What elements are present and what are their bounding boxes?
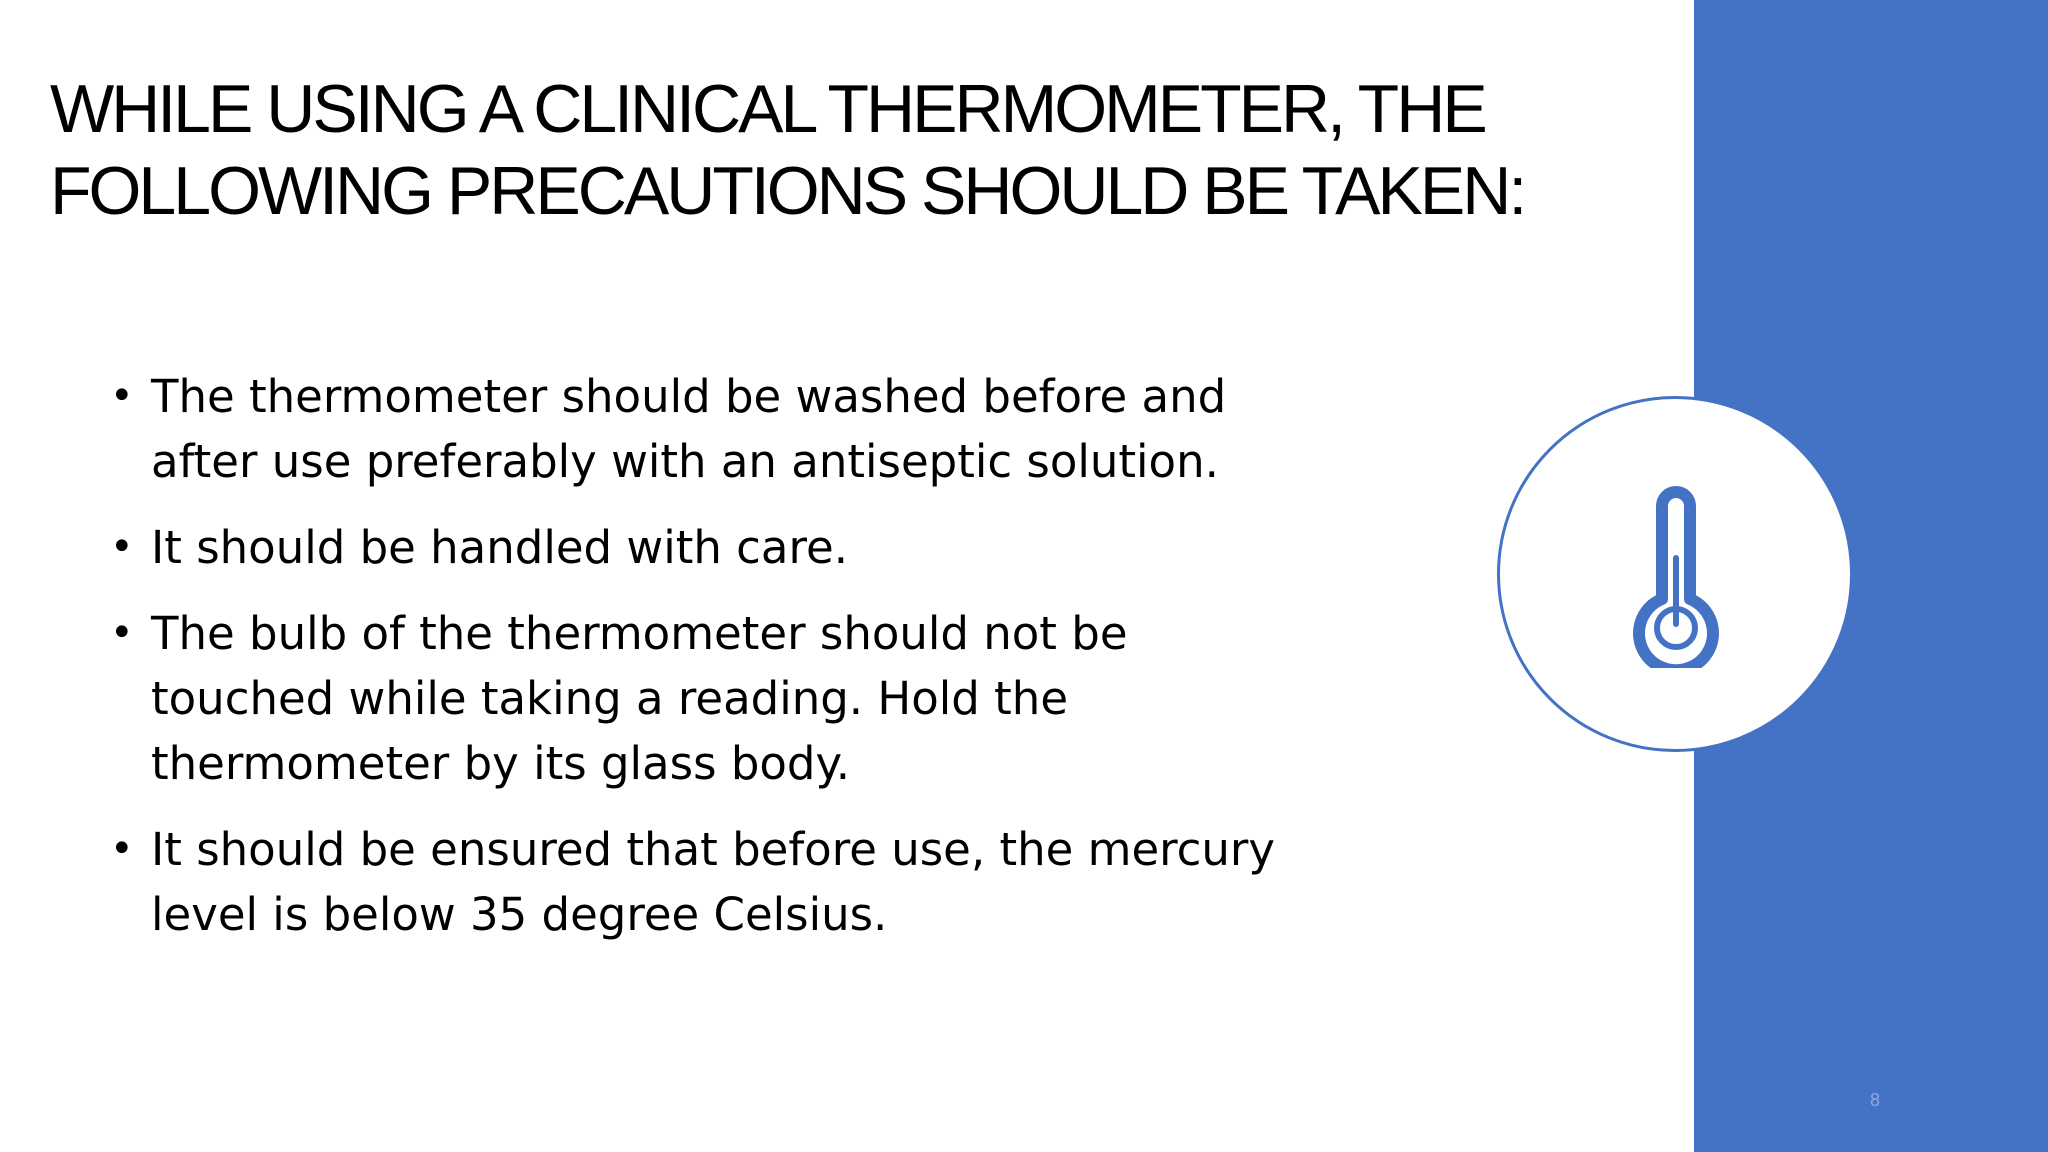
bullet-marker: • [110, 610, 134, 656]
bullet-marker: • [110, 524, 134, 570]
bullet-text-line: It should be ensured that before use, the mercury [151, 823, 1276, 876]
bullet-marker: • [110, 373, 134, 419]
bullet-text-line: The bulb of the thermometer should not be [151, 607, 1128, 660]
thermometer-icon [1632, 486, 1720, 668]
bullet-text-line: touched while taking a reading. Hold the [151, 672, 1069, 725]
bullet-text-line: It should be handled with care. [151, 521, 848, 574]
bullet-item [110, 601, 1410, 796]
slide-title-line: WHILE USING A CLINICAL THERMOMETER, THE [50, 71, 1485, 147]
bullet-text-line: thermometer by its glass body. [151, 737, 850, 790]
bullet-item [110, 364, 1410, 494]
slide-title [50, 68, 1550, 232]
bullet-item [110, 817, 1410, 947]
bullet-item [110, 515, 1410, 580]
bullet-list [110, 364, 1410, 968]
slide-title-line: FOLLOWING PRECAUTIONS SHOULD BE TAKEN: [50, 153, 1525, 229]
bullet-text-line: after use preferably with an antiseptic solution. [151, 435, 1219, 488]
bullet-text-line: level is below 35 degree Celsius. [151, 888, 888, 941]
page-number: 8 [1870, 1090, 1881, 1110]
bullet-text-line: The thermometer should be washed before and [151, 370, 1227, 423]
bullet-marker: • [110, 826, 134, 872]
